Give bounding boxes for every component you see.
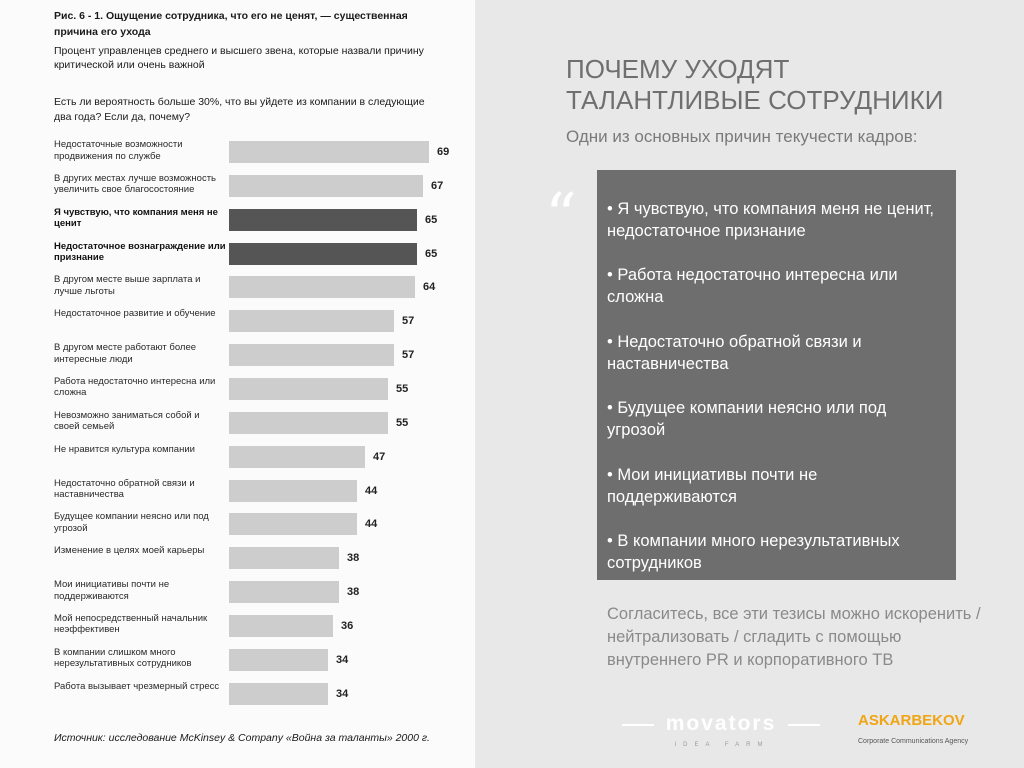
bar-value: 65 <box>425 247 438 260</box>
bar-label: В другом месте выше зарплата и лучше льготы <box>54 274 201 297</box>
bar-value: 65 <box>425 213 438 226</box>
bar-label: Работа вызывает чрезмерный стресс <box>54 680 220 692</box>
bar <box>229 141 429 163</box>
reason-item: • Я чувствую, что компания меня не ценит, недостаточное признание <box>607 200 935 240</box>
quote-icon: “ <box>545 179 577 252</box>
askarbekov-logo <box>858 712 968 745</box>
bar-label: В компании слишком много нерезультативных сотрудников <box>54 646 192 670</box>
movators-logo <box>622 712 820 752</box>
reason-item: • Работа недостаточно интересна или сложна <box>607 266 898 306</box>
bar-label: Недостаточные возможности продвижения по службе <box>54 139 183 162</box>
askarbekov-logo-subtitle: Corporate Communications Agency <box>858 738 969 745</box>
reasons-box <box>597 170 956 580</box>
bar <box>229 310 394 332</box>
figure-title: Рис. 6 - 1. Ощущение сотрудника, что его не ценят, — существенная причина его ухода <box>54 10 408 38</box>
chart-panel <box>0 0 475 768</box>
bar-value: 64 <box>423 281 436 294</box>
bar <box>229 276 415 298</box>
bar-label: В другом месте работают более интересные люди <box>54 342 197 365</box>
bar <box>229 513 357 535</box>
logo-line-left <box>622 724 654 726</box>
bar-label: В других местах лучше возможность увеличить свое благосостояние <box>54 172 216 196</box>
reason-item: • Недостаточно обратной связи и наставничества <box>607 333 862 373</box>
bar <box>229 446 365 468</box>
bar-value: 55 <box>396 382 409 395</box>
bar-label: Будущее компании неясно или под угрозой <box>54 511 209 534</box>
askarbekov-logo-name: ASKARBEKOV <box>858 712 965 729</box>
bar-value: 36 <box>341 619 354 632</box>
bar <box>229 581 339 603</box>
reason-item: • Мои инициативы почти не поддерживаются <box>607 466 818 506</box>
bar-value: 57 <box>402 315 415 328</box>
figure-subtitle: Процент управленцев среднего и высшего звена, которые назвали причину критической или очень важной <box>54 45 424 71</box>
bar-value: 44 <box>365 484 378 497</box>
bar <box>229 344 394 366</box>
slide-subtitle: Одни из основных причин текучести кадров: <box>566 127 918 146</box>
bar-label: Недостаточное вознаграждение или признание <box>54 240 226 264</box>
slide-title-line1: ПОЧЕМУ УХОДЯТ <box>566 54 790 84</box>
bar-label: Мой непосредственный начальник неэффективен <box>54 612 208 636</box>
bar <box>229 243 417 265</box>
bar <box>229 683 328 705</box>
bar-label: Невозможно заниматься собой и своей семьей <box>54 409 200 433</box>
bar-value: 44 <box>365 518 378 531</box>
bar-label: Недостаточное развитие и обучение <box>54 308 216 320</box>
bar-value: 38 <box>347 586 360 599</box>
figure-source: Источник: исследование McKinsey & Company «Война за таланты» 2000 г. <box>54 732 430 744</box>
bar-value: 38 <box>347 552 360 565</box>
bar-label: Мои инициативы почти не поддерживаются <box>54 579 170 602</box>
movators-logo-text: movators <box>665 712 777 735</box>
reason-item: • В компании много нерезультативных сотрудников <box>607 532 900 572</box>
bar-value: 34 <box>336 653 349 666</box>
slide-title-line2: ТАЛАНТЛИВЫЕ СОТРУДНИКИ <box>566 85 944 115</box>
reason-item: • Будущее компании неясно или под угрозой <box>607 399 887 439</box>
logo-line-right <box>788 724 820 726</box>
bar <box>229 209 417 231</box>
slide-title <box>566 54 1006 116</box>
bar-value: 55 <box>396 416 409 429</box>
bar-label: Не нравится культура компании <box>54 443 195 455</box>
conclusion-text: Согласитесь, все эти тезисы можно искоренить / нейтрализовать / сгладить с помощью внутреннего PR и корпоративного ТВ <box>607 605 981 669</box>
bar-value: 69 <box>437 146 450 158</box>
figure-question: Есть ли вероятность больше 30%, что вы уйдете из компании в следующие два года? Если да, почему? <box>54 96 425 123</box>
bar <box>229 480 357 502</box>
bar <box>229 615 333 637</box>
bar-value: 57 <box>402 349 415 362</box>
bar-label: Изменение в целях моей карьеры <box>54 545 205 557</box>
bar-label: Недостаточно обратной связи и наставничества <box>54 477 195 500</box>
bar <box>229 175 423 197</box>
bar-value: 67 <box>431 179 444 192</box>
bar-label: Я чувствую, что компания меня не ценит <box>54 206 218 230</box>
movators-logo-subtitle: IDEA FARM <box>674 742 770 748</box>
bar <box>229 378 388 400</box>
bar-value: 47 <box>373 450 386 463</box>
bar-value: 34 <box>336 687 349 700</box>
bar <box>229 412 388 434</box>
bar-label: Работа недостаточно интересна или сложна <box>54 375 216 399</box>
bar <box>229 547 339 569</box>
bar <box>229 649 328 671</box>
